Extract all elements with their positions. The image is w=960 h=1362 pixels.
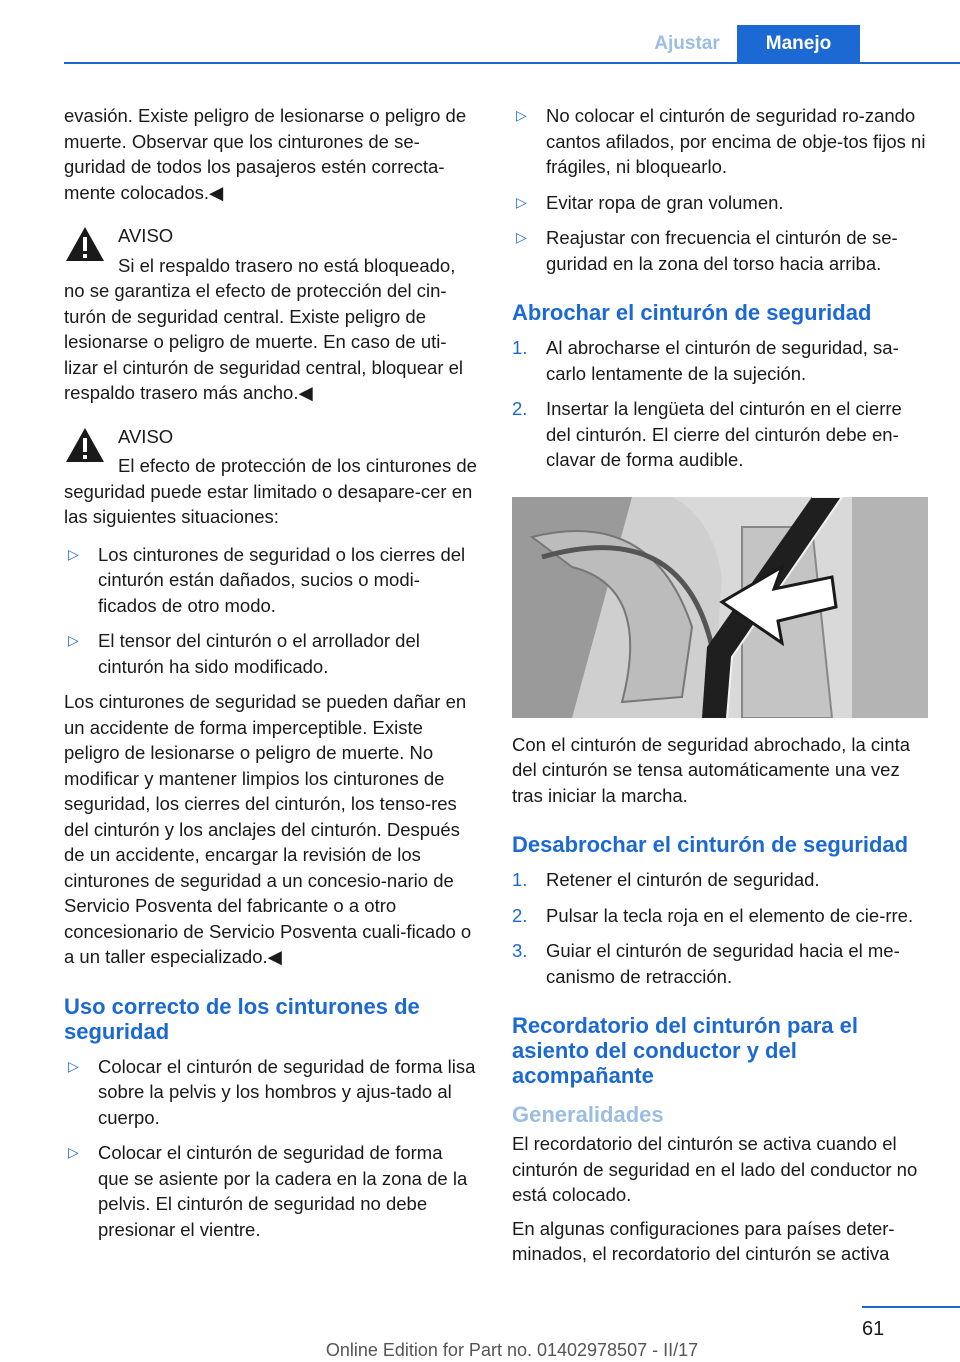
list-item: ▷ No colocar el cinturón de seguridad ro‐zando cantos afilados, por encima de obje‐tos fijos ni frágiles, ni bloquearlo. (516, 105, 926, 177)
list-item: 1. Al abrocharse el cinturón de seguridad, sa‐carlo lentamente de la sujeción. (512, 337, 899, 384)
warning-title: AVISO (118, 225, 174, 246)
warning-text: Si el respaldo trasero no está bloqueado, no se garantiza el efecto de protección del cin‐turón de seguridad central. Existe peligro de lesionarse o peligro de muerte. En caso de uti‐lizar el cinturón de seguridad central, bloquear el respaldo trasero más ancho.◀ (64, 254, 464, 403)
page-number: 61 (862, 1318, 885, 1340)
section-heading: Uso correcto de los cinturones de seguridad (64, 993, 420, 1044)
tab-manejo[interactable]: Manejo (737, 25, 860, 62)
body-paragraph: El recordatorio del cinturón se activa cuando el cinturón de seguridad en el lado del conductor no está colocado. (512, 1133, 918, 1205)
section-heading: Desabrochar el cinturón de seguridad (512, 832, 909, 857)
warning-text: El efecto de protección de los cinturones de seguridad puede estar limitado o desapare‐cer en las siguientes situaciones: (64, 455, 477, 527)
edition-footer: Online Edition for Part no. 01402978507 - II/17 (325, 1340, 699, 1360)
list-item: ▷ Los cinturones de seguridad o los cierres del cinturón están dañados, sucios o modi‐ficados de otro modo. (68, 543, 466, 616)
left-column (64, 103, 478, 1252)
section-heading: Recordatorio del cinturón para el asiento del conductor y del acompañante (512, 1013, 858, 1088)
header-tabs (637, 25, 860, 62)
numbered-list (512, 335, 926, 473)
list-item: ▷ Colocar el cinturón de seguridad de forma lisa sobre la pelvis y los hombros y ajus‐tado al cuerpo. (68, 1055, 476, 1128)
triangle-bullet-icon: ▷ (68, 545, 79, 562)
subsection-heading: Generalidades (512, 1102, 664, 1127)
triangle-bullet-icon: ▷ (516, 229, 527, 245)
bullet-list (64, 1054, 478, 1243)
list-item: 1. Retener el cinturón de seguridad. (512, 869, 820, 890)
header-rule (64, 62, 960, 64)
footer-rule (862, 1306, 960, 1308)
triangle-bullet-icon: ▷ (516, 107, 527, 123)
bullet-list (512, 103, 926, 276)
warning-block (64, 424, 478, 530)
list-item: ▷ El tensor del cinturón o el arrollador del cinturón ha sido modificado. (68, 630, 420, 677)
right-column (512, 103, 926, 1275)
body-paragraph: Los cinturones de seguridad se pueden dañar en un accidente de forma imperceptible. Existe peligro de lesionarse o peligro de muerte. No modificar y mantener limpios los cinturones de seguridad, los cierres del cinturón, los tenso‐res del cinturón y los anclajes del cinturón. Después de un accidente, encargar la revisión de los cinturones de seguridad a un concesio‐nario de Servicio Posventa del fabricante o a otro concesionario de Servicio Posventa cuali‐ficado o a un taller especializado.◀ (64, 691, 472, 967)
warning-icon (64, 225, 106, 263)
numbered-list (512, 867, 926, 989)
list-item: 3. Guiar el cinturón de seguridad hacia el me‐canismo de retracción. (512, 940, 900, 987)
warning-title: AVISO (118, 425, 174, 447)
triangle-bullet-icon: ▷ (68, 1144, 79, 1160)
triangle-bullet-icon: ▷ (68, 1057, 79, 1074)
section-heading: Abrochar el cinturón de seguridad (512, 300, 872, 325)
list-item: ▷ Colocar el cinturón de seguridad de forma que se asiente por la cadera en la zona de la pelvis. El cinturón de seguridad no debe presionar el vientre. (68, 1142, 468, 1240)
list-item: ▷ Reajustar con frecuencia el cinturón de se‐guridad en la zona del torso hacia arriba. (516, 227, 898, 274)
seatbelt-illustration (512, 497, 928, 718)
warning-list (64, 542, 478, 680)
list-item: ▷ Evitar ropa de gran volumen. (512, 190, 926, 216)
seatbelt-figure (512, 497, 928, 718)
triangle-bullet-icon: ▷ (516, 193, 527, 210)
list-item: 2. Pulsar la tecla roja en el elemento de cie‐rre. (512, 904, 914, 926)
tab-ajustar[interactable]: Ajustar (654, 33, 720, 54)
body-paragraph: En algunas configuraciones para países deter‐minados, el recordatorio del cinturón se activa (512, 1217, 895, 1264)
triangle-bullet-icon: ▷ (68, 632, 79, 648)
intro-paragraph: evasión. Existe peligro de lesionarse o peligro de muerte. Observar que los cinturones de se‐guridad de todos los pasajeros estén correcta‐mente colocados.◀ (64, 105, 467, 203)
list-item: 2. Insertar la lengüeta del cinturón en el cierre del cinturón. El cierre del cinturón debe en‐clavar de forma audible. (512, 398, 902, 470)
warning-block (64, 223, 478, 406)
warning-icon (64, 426, 106, 464)
body-paragraph: Con el cinturón de seguridad abrochado, la cinta del cinturón se tensa automáticamente una vez tras iniciar la marcha. (512, 733, 911, 806)
